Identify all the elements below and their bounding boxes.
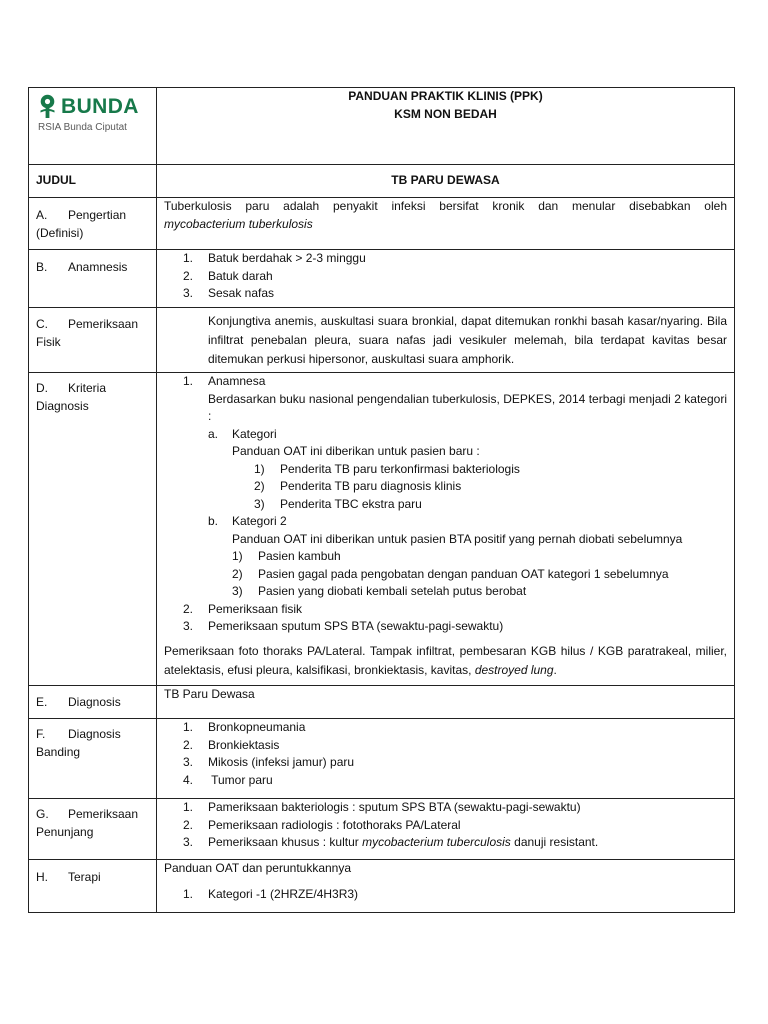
list-item: 3. Pemeriksaan sputum SPS BTA (sewaktu-pagi-sewaktu) <box>183 619 504 633</box>
header-row <box>29 88 735 165</box>
list-item: 1) Penderita TB paru terkonfirmasi bakteriologis <box>254 461 520 476</box>
list-item: 2. Bronkiektasis <box>183 737 280 752</box>
anamnesa-text: Berdasarkan buku nasional pengendalian tuberkulosis, DEPKES, 2014 terbagi menjadi 2 kategori : <box>208 391 727 423</box>
list-item: 1. Pameriksaan bakteriologis : sputum SPS BTA (sewaktu-pagi-sewaktu) <box>183 800 581 814</box>
section-f-label-2: Banding <box>36 744 81 759</box>
section-h-label: Terapi <box>68 870 101 884</box>
hospital-logo <box>37 94 139 134</box>
section-f-label: Diagnosis <box>68 727 121 741</box>
list-item: 1. Kategori -1 (2HRZE/4H3R3) <box>183 886 359 901</box>
section-d-label-2: Diagnosis <box>36 398 89 413</box>
section-b-content <box>157 250 735 308</box>
diagnosis-text: TB Paru Dewasa <box>157 686 735 719</box>
list-item: 3. Mikosis (infeksi jamur) paru <box>183 755 355 769</box>
title-line-1: PANDUAN PRAKTIK KLINIS (PPK) <box>348 89 543 103</box>
list-item: 2) Pasien gagal pada pengobatan dengan panduan OAT kategori 1 sebelumnya <box>232 566 669 581</box>
list-item: 3) Penderita TBC ekstra paru <box>254 496 422 511</box>
section-e-label: Diagnosis <box>68 695 121 709</box>
list-item: 1) Pasien kambuh <box>232 549 341 563</box>
section-g-row <box>29 799 735 860</box>
section-d-row <box>29 373 735 686</box>
list-item: 1. Anamnesa <box>183 374 266 388</box>
terapi-text: Panduan OAT dan peruntukkannya <box>164 861 352 875</box>
list-item: 3) Pasien yang diobati kembali setelah putus berobat <box>232 584 527 598</box>
list-item: 2. Pemeriksaan fisik <box>183 601 303 616</box>
section-g-content <box>157 799 735 860</box>
judul-row <box>29 165 735 198</box>
list-item: 2. Pemeriksaan radiologis : fotothoraks PA/Lateral <box>183 817 461 832</box>
list-item: 2. Batuk darah <box>183 268 273 283</box>
section-b-label: Anamnesis <box>68 260 128 274</box>
section-e-letter: E. <box>36 695 48 709</box>
section-c-letter: C. <box>36 317 48 331</box>
section-a-label: Pengertian <box>68 208 127 222</box>
section-a-label-2: (Definisi) <box>36 225 84 240</box>
section-h-row <box>29 860 735 913</box>
list-item: a. Kategori <box>208 426 277 441</box>
list-item: 1. Batuk berdahak > 2-3 minggu <box>183 251 366 265</box>
section-c-row <box>29 308 735 373</box>
section-a-row <box>29 198 735 250</box>
section-d-letter: D. <box>36 381 48 395</box>
kategori-a-text: Panduan OAT ini diberikan untuk pasien baru : <box>232 444 480 458</box>
section-g-label-2: Penunjang <box>36 824 94 839</box>
section-f-letter: F. <box>36 727 46 741</box>
logo-subtitle: RSIA Bunda Ciputat <box>38 122 127 133</box>
list-item: 3. Sesak nafas <box>183 286 275 300</box>
section-e-row <box>29 686 735 719</box>
physical-exam-text: Konjungtiva anemis, auskultasi suara bronkial, dapat ditemukan ronkhi basah kasar/nyaring. Bila infiltrat penebalan pleura, suara nafas jadi vesikuler melemah, bila terdapat kavitas besar ditemukan perkusi hipersonor, auskultasi suara amphorik. <box>157 308 735 373</box>
section-a-content <box>157 198 735 250</box>
section-c-label: Pemeriksaan <box>68 317 139 331</box>
section-b-letter: B. <box>36 260 48 274</box>
list-item: 3. Pemeriksaan khusus : kultur mycobacterium tuberculosis danuji resistant. <box>183 835 599 849</box>
section-a-letter: A. <box>36 208 48 222</box>
list-item: 4. Tumor paru <box>183 772 273 787</box>
section-g-letter: G. <box>36 807 49 821</box>
list-item: 1. Bronkopneumania <box>183 720 306 734</box>
section-c-label-2: Fisik <box>36 334 61 349</box>
bunda-logo-icon <box>37 94 58 119</box>
foto-thoraks-text: Pemeriksaan foto thoraks PA/Lateral. Tampak infiltrat, pembesaran KGB hilus / KGB paratrakeal, milier, atelektasis, efusi pleura, kalsifikasi, bronkiektasis, kavitas, destroyed lung. <box>164 643 727 677</box>
kategori-b-text: Panduan OAT ini diberikan untuk pasien BTA positif yang pernah diobati sebelumnya <box>232 531 683 546</box>
section-g-label: Pemeriksaan <box>68 807 139 821</box>
section-f-row <box>29 719 735 799</box>
judul-value: TB PARU DEWASA <box>157 165 735 198</box>
definition-text: Tuberkulosis paru adalah penyakit infeksi bersifat kronik dan menular disebabkan oleh <box>164 199 727 213</box>
section-f-content <box>157 719 735 799</box>
list-item: b. Kategori 2 <box>208 514 287 528</box>
list-item: 2) Penderita TB paru diagnosis klinis <box>254 479 462 493</box>
section-d-label: Kriteria <box>68 381 107 395</box>
definition-organism: mycobacterium tuberkulosis <box>164 216 313 231</box>
section-h-letter: H. <box>36 870 48 884</box>
title-line-2: KSM NON BEDAH <box>394 106 497 121</box>
logo-brand: BUNDA <box>61 94 139 118</box>
document-title <box>157 88 735 165</box>
section-b-row <box>29 250 735 308</box>
ppk-table <box>28 87 735 913</box>
judul-label: JUDUL <box>29 165 157 198</box>
section-h-content <box>157 860 735 913</box>
logo-cell <box>29 88 157 165</box>
section-d-content <box>157 373 735 686</box>
